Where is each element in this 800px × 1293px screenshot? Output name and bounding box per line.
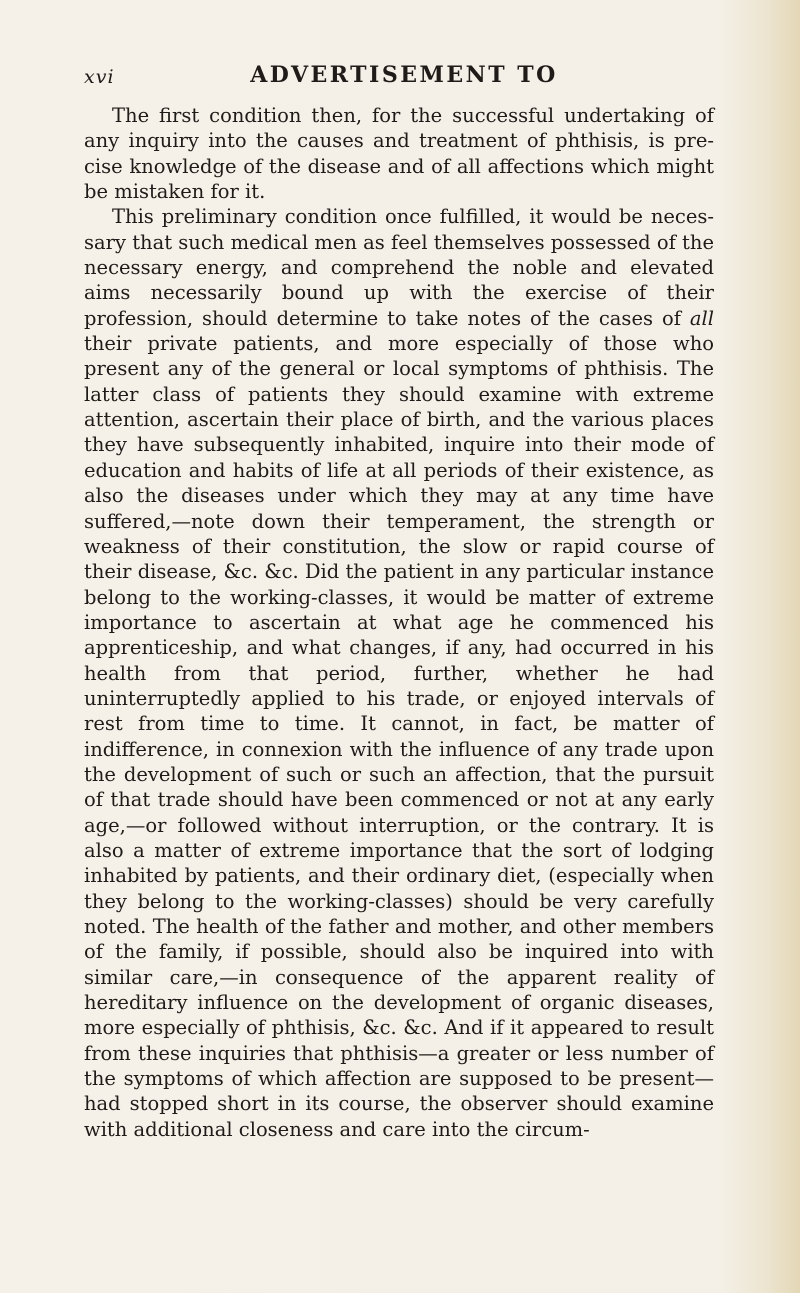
- paragraph-2-part-1: This preliminary condition once fulfilled, it would be necessary that such medical men as feel themselves possessed of the necessary energy, and comprehend the noble and elevated aims necessarily bound up with the exercise of their profession, should determine to take notes of the cases of: [84, 205, 714, 330]
- paragraph-2-part-2: their private patients, and more especially of those who present any of the general or local symptoms of phthisis. The latter class of patients they should examine with extreme attention, ascertain their place of birth, and the various places they have subsequently inhabited, inquire into their mode of education and habits of life at all periods of their existence, as also the diseases under which they may at any time have suffered,—note down their temperament, the strength or weakness of their constitution, the slow or rapid course of their disease, &c. &c. Did the patient in any particular instance belong to the working-classes, it would be matter of extreme importance to ascertain at what age he commenced his apprenticeship, and what changes, if any, had occurred in his health from that period, further, whether he had uninterruptedly applied to his trade, or enjoyed intervals of rest from time to time. It cannot, in fact, be matter of indifference, in connexion with the influence of any trade upon the development of such or such an affection, that the pursuit of that trade should have been commenced or not at any early age,—or followed without interruption, or the contrary. It is also a matter of extreme importance that the sort of lodging inhabited by patients, and their ordinary diet, (especially when they belong to the working-classes) should be very carefully noted. The health of the father and mother, and other members of the family, if possible, should also be inquired into with similar care,—in consequence of the apparent reality of hereditary influence on the development of organic diseases, more especially of phthisis, &c. &c. And if it appeared to result from these inquiries that phthisis—a greater or less number of the symptoms of which affection are supposed to be present—had stopped short in its course, the observer should examine with additional closeness and care into the circum-: [84, 332, 714, 1141]
- page-number: xvi: [84, 66, 115, 88]
- paragraph-1: The first condition then, for the successful undertaking of any inquiry into the causes and treatment of phthisis, is precise knowledge of the disease and of all affections which might be mistaken for it.: [84, 104, 714, 204]
- body-text: [84, 103, 714, 1142]
- paragraph-2: [84, 204, 714, 1142]
- running-head: [84, 62, 724, 92]
- running-title: ADVERTISEMENT TO: [250, 62, 558, 88]
- emphasized-word: all: [689, 306, 714, 330]
